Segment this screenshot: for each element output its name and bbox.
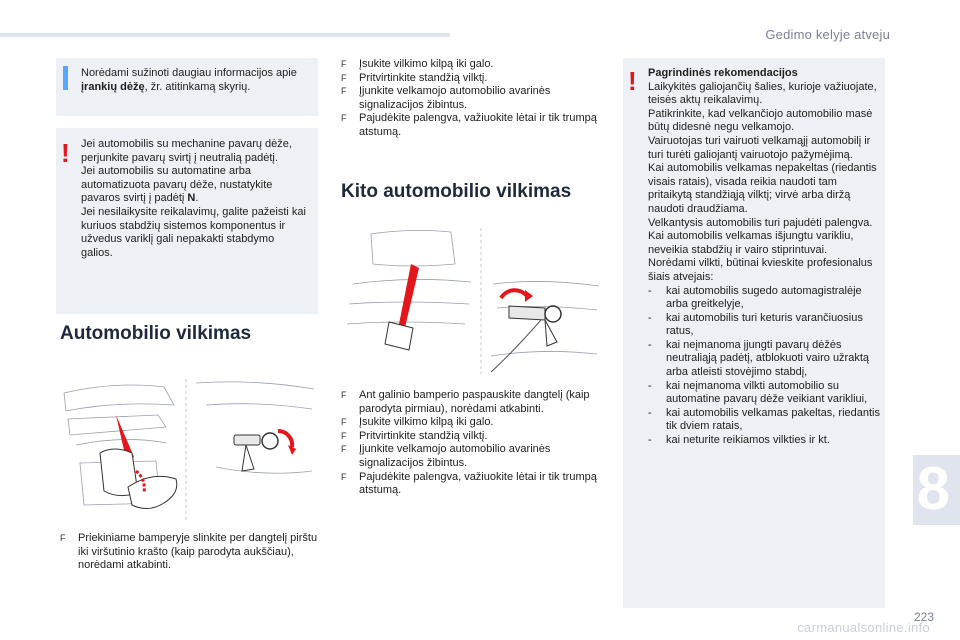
bullet-icon: F: [341, 390, 347, 400]
bullet-icon: F: [341, 417, 347, 428]
recommendations-text: [648, 67, 880, 448]
list-item: F Pritvirtinkite standžią vilktį.: [341, 429, 488, 442]
list-item: F Įjunkite velkamojo automobilio avarinės signalizacijos žibintus.: [341, 85, 551, 111]
bullet-icon: F: [341, 86, 347, 97]
section-title-towing-other: Kito automobilio vilkimas: [341, 181, 572, 202]
towing-steps-top: [341, 58, 603, 140]
section-title-towing: Automobilio vilkimas: [60, 323, 252, 344]
list-item: - kai automobilis sugedo automagistralėje arba greitkelyje,: [648, 284, 862, 311]
list-item: F Pajudėkite palengva, važiuokite lėtai ir tik trumpą atstumą.: [341, 112, 597, 138]
recommendation-paragraph: Kai automobilis velkamas nepakeltas (riedantis visais ratais), visada reikia naudoti tam pritaikytą standžiąją vilktį; virvė arba diržą naudoti draudžiama.: [648, 162, 877, 215]
front-caption-list: [60, 532, 322, 573]
list-item: - kai neįmanoma vilkti automobilio su automatine pavarų dėže veikiant varikliui,: [648, 379, 868, 406]
warning-box: [56, 128, 318, 314]
info-text: Norėdami sužinoti daugiau informacijos apie įrankių dėžę, žr. atitinkamą skyrių.: [81, 67, 297, 93]
warning-line-2: Jei automobilis su automatine arba automatizuota pavarų dėže, nustatykite pavaros svirtį į padėtį N.: [81, 165, 273, 205]
warning-line-1: Jei automobilis su mechanine pavarų dėže, perjunkite pavarų svirtį į neutralią padėtį.: [81, 138, 292, 164]
recommendations-box: [623, 58, 885, 608]
bullet-icon: F: [341, 430, 347, 441]
recommendation-paragraph: Norėdami vilkti, būtinai kvieskite profesionalus šiais atvejais:: [648, 257, 873, 283]
bullet-icon: F: [341, 444, 347, 455]
header-rule: [0, 33, 450, 37]
list-item: - kai neįmanoma įjungti pavarų dėžės neutraliąją padėtį, atblokuoti vairo užraktą arba atleisti stovėjimo stabdį,: [648, 338, 870, 379]
watermark: carmanualsonline.info: [797, 620, 930, 635]
list-item: F Ant galinio bamperio paspauskite dangtelį (kaip parodyta pirmiau), norėdami atkabinti.: [341, 389, 590, 415]
rear-bumper-illustration: [341, 224, 603, 374]
list-item: F Pajudėkite palengva, važiuokite lėtai ir tik trumpą atstumą.: [341, 470, 597, 497]
recommendations-title: Pagrindinės rekomendacijos: [648, 67, 798, 79]
warning-icon: !: [628, 66, 637, 96]
list-item: F Įsukite vilkimo kilpą iki galo.: [341, 416, 494, 429]
list-item: F Priekiniame bamperyje slinkite per dangtelį pirštu iki viršutinio krašto (kaip parodyta aukščiau), norėdami atkabinti.: [60, 532, 318, 572]
recommendation-paragraph: Kai automobilis velkamas išjungtu varikliu, neveikia stabdžių ir vairo stiprintuvai.: [648, 230, 854, 256]
info-box: [56, 58, 318, 116]
professional-cases-list: [648, 285, 880, 448]
recommendation-paragraph: Patikrinkite, kad velkančiojo automobilio masė būtų didesnė negu velkamojo.: [648, 107, 873, 134]
list-item: F Pritvirtinkite standžią vilktį.: [341, 71, 488, 84]
warning-icon: !: [61, 138, 70, 168]
towing-steps-bottom: [341, 389, 603, 498]
list-item: - kai automobilis velkamas pakeltas, riedantis tik dviem ratais,: [648, 406, 880, 433]
recommendation-paragraph: Velkantysis automobilis turi pajudėti palengva.: [648, 216, 873, 229]
chapter-number: 8: [916, 455, 950, 522]
warning-line-3: Jei nesilaikysite reikalavimų, galite pažeisti kai kuriuos stabdžių sistemos komponentus ir užvedus variklį gali nepakakti stabdymo galios.: [81, 205, 306, 259]
bullet-icon: F: [341, 72, 347, 83]
recommendation-paragraph: Vairuotojas turi vairuoti velkamąjį automobilį ir turi turėti galiojantį vairuotojo pažymėjimą.: [648, 134, 871, 161]
bullet-icon: F: [341, 59, 347, 69]
bullet-icon: F: [341, 471, 347, 482]
list-item: - kai neturite reikiamos vilkties ir kt.: [648, 434, 830, 447]
front-bumper-illustration: [56, 375, 318, 521]
warning-text: [81, 138, 309, 260]
list-item: - kai automobilis turi keturis varančiuosius ratus,: [648, 311, 863, 338]
info-icon: [63, 66, 68, 90]
page-number: 223: [913, 610, 934, 624]
list-item: F Įjunkite velkamojo automobilio avarinės signalizacijos žibintus.: [341, 443, 551, 469]
recommendation-paragraph: Laikykitės galiojančių šalies, kurioje važiuojate, teisės aktų reikalavimų.: [648, 80, 877, 107]
page-header-title: Gedimo kelyje atveju: [765, 27, 890, 42]
list-item: F Įsukite vilkimo kilpą iki galo.: [341, 58, 494, 70]
bullet-icon: F: [60, 533, 66, 543]
bullet-icon: F: [341, 113, 347, 124]
